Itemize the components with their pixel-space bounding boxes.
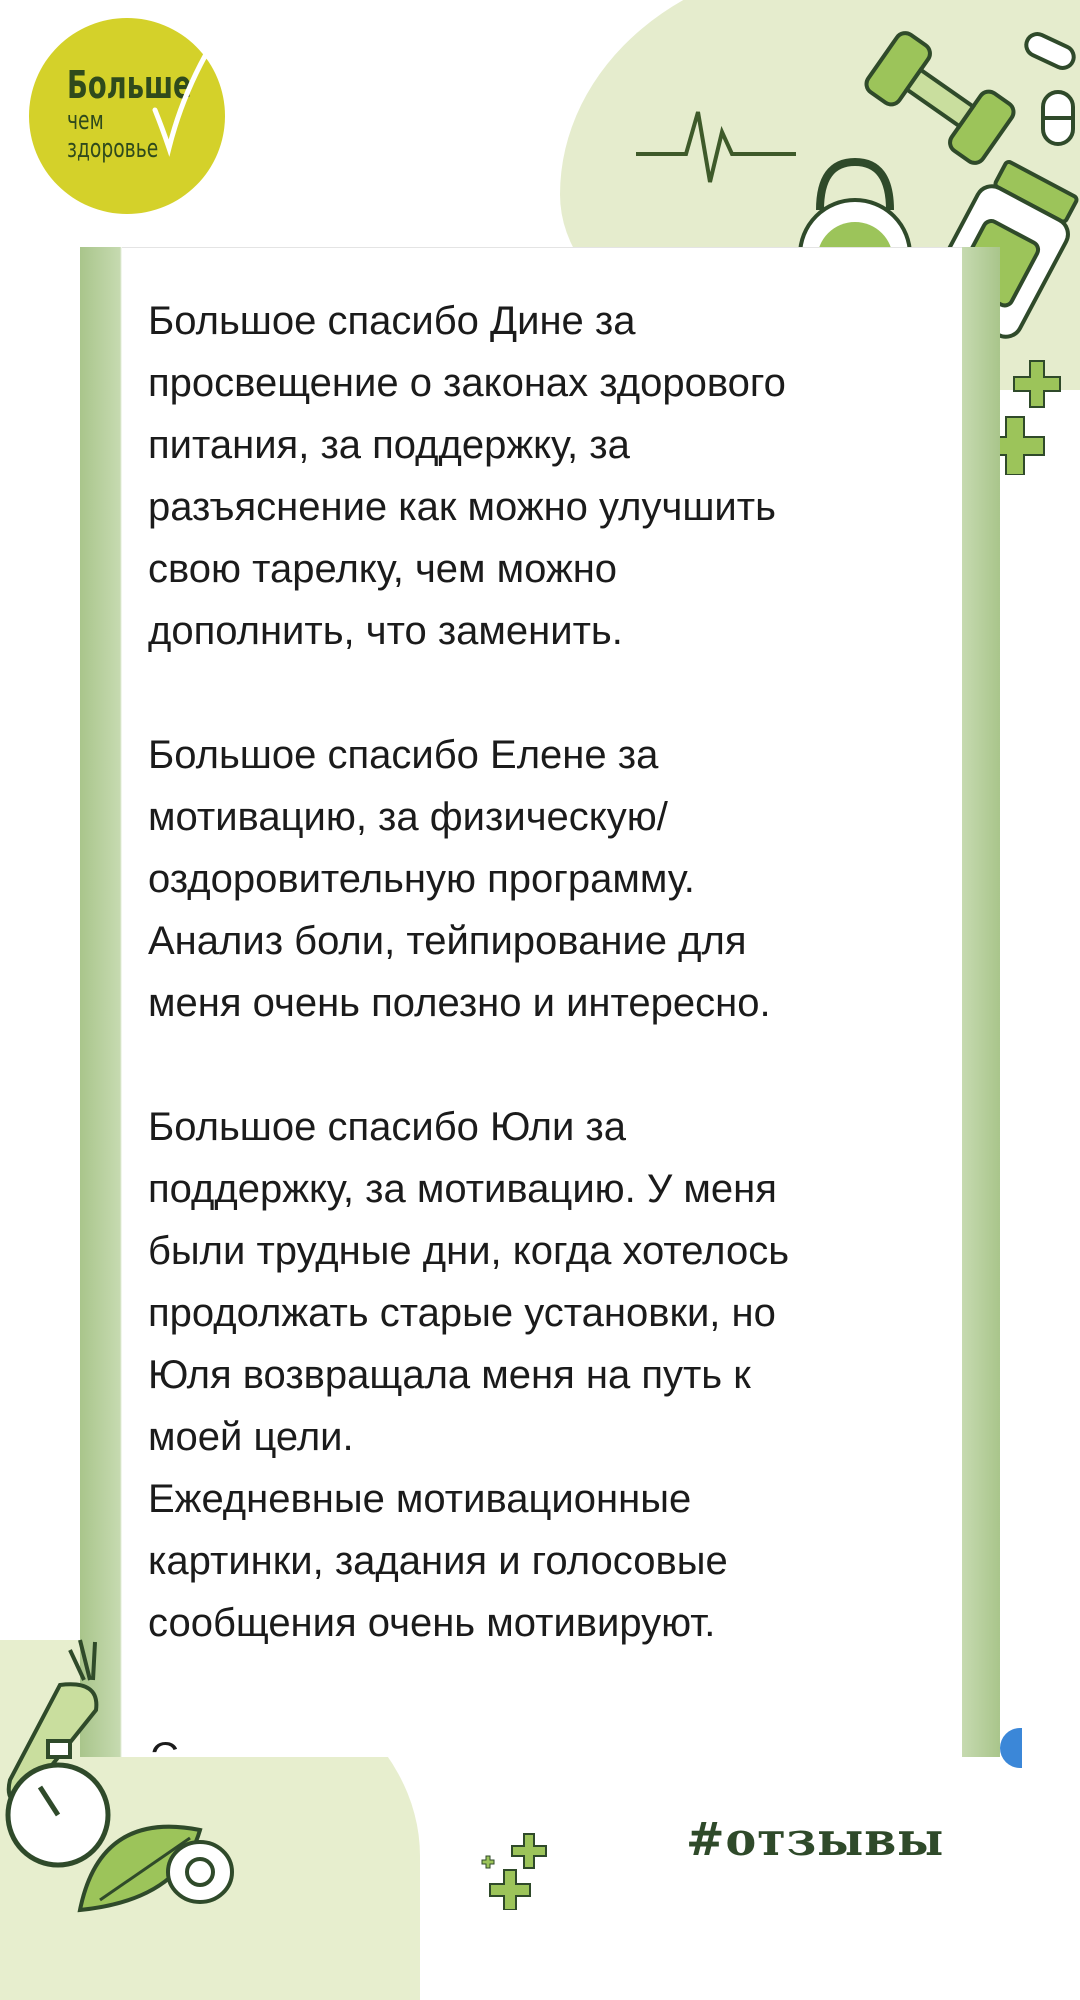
review-message-text: Большое спасибо Дине за просвещение о законах здорового питания, за поддержку, за разъяснение как можно улучшить свою тарелку, чем можно дополнить, что заменить. Большое спасибо Елене за мотивацию, за физическую/ оздоровительную программу. Анализ боли, тейпирование для меня очень полезно и интересно. Большое спасибо Юли за поддержку, за мотивацию. У меня были трудные дни, когда хотелось продолжать старые установки, но Юля возвращала меня на путь к моей цели. Ежедневные мотивационные картинки, задания и голосовые сообщения очень мотивируют. <box>148 299 790 1645</box>
egg-icon <box>160 1830 240 1910</box>
scroll-indicator <box>1000 1728 1022 1768</box>
heartbeat-icon <box>636 92 796 192</box>
hashtag-label: #отзывы <box>686 1812 945 1866</box>
checkmark-icon <box>149 50 209 160</box>
logo-line-3: здоровье <box>67 134 159 164</box>
brand-logo <box>29 18 225 214</box>
logo-line-2: чем <box>67 106 104 136</box>
pill-icon <box>1005 30 1080 150</box>
logo-line-1: Больше <box>67 63 192 107</box>
plus-icon-small <box>480 1830 560 1910</box>
